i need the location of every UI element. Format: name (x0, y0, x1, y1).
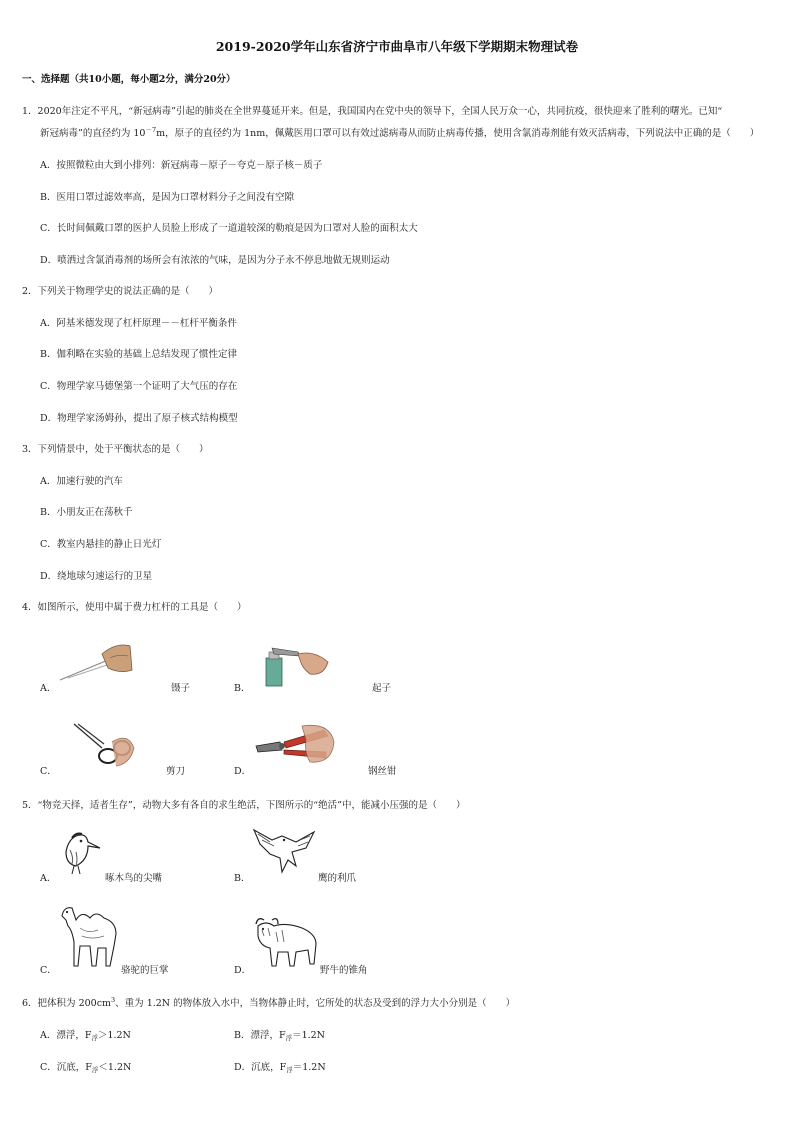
q3-stem: 3．下列情景中，处于平衡状态的是（ ） (22, 444, 209, 455)
q6-stem: 6．把体积为 $200cm^3$、重为 1.2N 的物体放入水中，当物体静止时，它所处的状态及受到的浮力大小分别是（ ） (22, 996, 516, 1009)
eagle-image (252, 826, 318, 876)
q4-stem: 4．如图所示，使用中属于费力杠杆的工具是（ ） (22, 602, 247, 613)
q4-option-a-letter[interactable]: A． (40, 683, 57, 694)
section-heading: 一、选择题（共10小题，每小题2分，满分20分） (22, 74, 236, 85)
q1-stem-line1: 1．2020年注定不平凡，“新冠病毒”引起的肺炎在全世界蔓延开来。但是，我国国内在党中央的领导下，全国人民万众一心，共同抗疫，很快迎来了胜利的曙光。已知“ (22, 106, 723, 117)
bison-image (252, 914, 322, 970)
scissors-image (72, 722, 136, 770)
q1-option-d[interactable]: D．喷洒过含氯消毒剂的场所会有浓浓的气味，是因为分子永不停息地做无规则运动 (40, 255, 390, 266)
q2-option-c[interactable]: C．物理学家马德堡第一个证明了大气压的存在 (40, 381, 238, 392)
q5-option-a-label: 啄木鸟的尖嘴 (105, 873, 163, 884)
q1-option-c[interactable]: C．长时间佩戴口罩的医护人员脸上形成了一道道较深的勒痕是因为口罩对人脸的面积太大 (40, 223, 418, 234)
q3-option-a[interactable]: A．加速行驶的汽车 (40, 476, 123, 487)
q2-option-a[interactable]: A．阿基米德发现了杠杆原理－－杠杆平衡条件 (40, 318, 237, 329)
q4-option-a-label: 镊子 (171, 683, 191, 694)
q2-stem: 2．下列关于物理学史的说法正确的是（ ） (22, 286, 219, 297)
camel-image (58, 900, 122, 968)
q4-option-c-letter[interactable]: C． (40, 766, 57, 777)
q5-stem: 5．“物竞天择，适者生存”，动物大多有各自的求生绝活，下图所示的“绝活”中，能减小压强的是（ ） (22, 800, 466, 811)
q2-option-d[interactable]: D．物理学家汤姆孙，提出了原子核式结构模型 (40, 413, 238, 424)
q3-option-d[interactable]: D．绕地球匀速运行的卫星 (40, 571, 153, 582)
q4-option-d-letter[interactable]: D． (234, 766, 252, 777)
q1-option-b[interactable]: B．医用口罩过滤效率高，是因为口罩材料分子之间没有空隙 (40, 192, 294, 203)
q6-option-a[interactable]: A．漂浮，$F_浮>1.2N$ (40, 1030, 131, 1042)
q5-option-c-label: 骆驼的巨掌 (121, 965, 169, 976)
q1-option-a[interactable]: A．按照微粒由大到小排列：新冠病毒－原子－夸克－原子核－质子 (40, 160, 323, 171)
q4-option-d-label: 钢丝钳 (368, 766, 397, 777)
tweezers-image (58, 640, 134, 682)
q5-option-b-letter[interactable]: B． (234, 873, 251, 884)
pliers-image (254, 722, 336, 766)
q3-option-b[interactable]: B．小朋友正在荡秋千 (40, 507, 133, 518)
q1-stem-line2: 新冠病毒”的直径约为 $10^{-7}m$，原子的直径约为 1nm，佩戴医用口罩可以有效过滤病毒从而防止病毒传播，使用含氯消毒剂能有效灭活病毒，下列说法中正确的是（ ） (40, 126, 760, 139)
q5-option-b-label: 鹰的利爪 (318, 873, 357, 884)
q4-option-c-label: 剪刀 (166, 766, 186, 777)
q5-option-a-letter[interactable]: A． (40, 873, 57, 884)
woodpecker-image (58, 830, 102, 874)
q6-option-d[interactable]: D．沉底，$F_浮=1.2N$ (234, 1062, 326, 1074)
page-title: 2019-2020学年山东省济宁市曲阜市八年级下学期期末物理试卷 (215, 39, 579, 54)
q6-option-c[interactable]: C．沉底，$F_浮<1.2N$ (40, 1062, 132, 1074)
q5-option-c-letter[interactable]: C． (40, 965, 57, 976)
q2-option-b[interactable]: B．伽利略在实验的基础上总结发现了惯性定律 (40, 349, 237, 360)
q5-option-d-letter[interactable]: D． (234, 965, 252, 976)
q4-option-b-letter[interactable]: B． (234, 683, 251, 694)
q6-option-b[interactable]: B．漂浮，$F_浮=1.2N$ (234, 1030, 325, 1042)
q3-option-c[interactable]: C．教室内悬挂的静止日光灯 (40, 539, 162, 550)
q5-option-d-label: 野牛的锥角 (320, 965, 368, 976)
bottle-opener-image (258, 642, 334, 688)
q4-option-b-label: 起子 (372, 683, 392, 694)
